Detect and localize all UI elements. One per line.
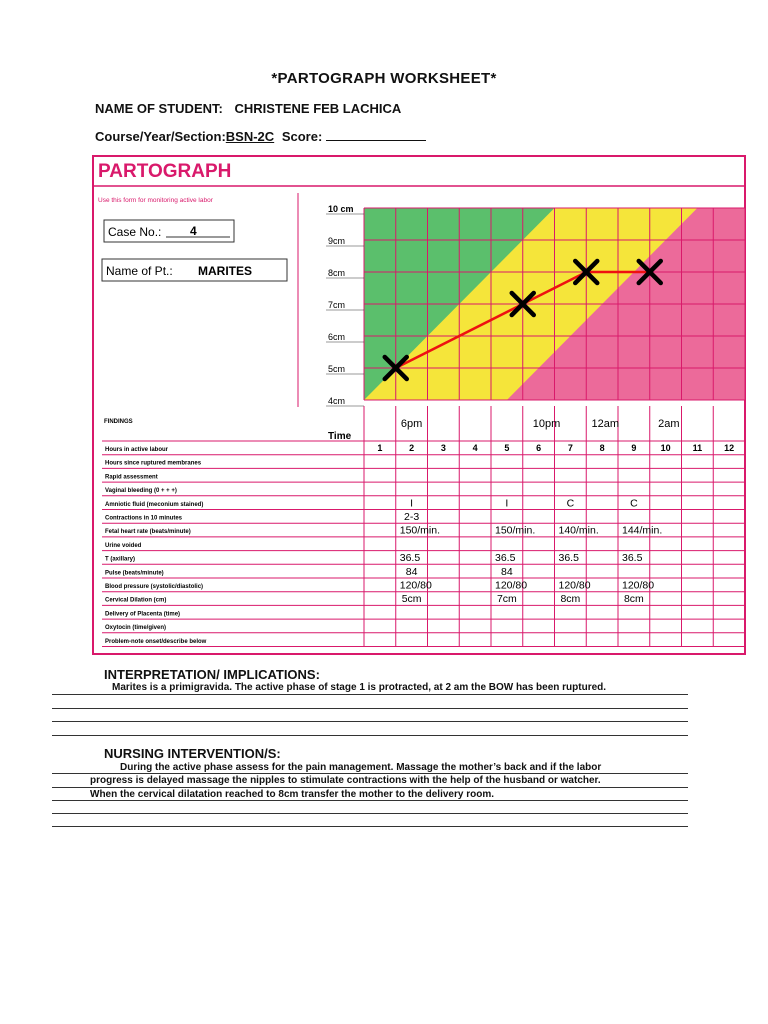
answer-line [52, 708, 688, 709]
hour-number: 9 [631, 443, 637, 453]
findings-row-label: Delivery of Placenta (time) [105, 611, 181, 618]
findings-cell: 8cm [560, 593, 581, 606]
hour-number: 7 [567, 443, 573, 453]
nursing-text-line-3: When the cervical dilatation reached to 8cm transfer the mother to the delivery room. [90, 789, 494, 800]
interpretation-heading: INTERPRETATION/ IMPLICATIONS: [104, 667, 320, 682]
dilation-tick-label: 7cm [328, 300, 346, 310]
findings-cell: I [505, 497, 509, 510]
time-mark-label: 10pm [532, 418, 561, 430]
findings-label: FINDINGS [104, 419, 133, 425]
form-subtitle: Use this form for monitoring active labor [98, 197, 213, 204]
time-mark-label: 6pm [400, 418, 423, 430]
case-label: Case No.: [108, 225, 162, 239]
findings-cell: 144/min. [622, 524, 663, 537]
hour-number: 1 [377, 443, 383, 453]
student-name-line [95, 101, 401, 116]
dilation-tick-label: 8cm [328, 268, 346, 278]
answer-line [52, 721, 688, 722]
answer-line [52, 694, 688, 695]
findings-cell: 120/80 [622, 579, 655, 592]
course-line [95, 129, 426, 144]
time-mark-label: 2am [658, 418, 680, 430]
student-name-value: CHRISTENE FEB LACHICA [234, 101, 402, 116]
findings-row-label: Rapid assessment [105, 474, 158, 481]
findings-row-label: Vaginal bleeding (0 + + +) [105, 488, 177, 495]
hour-number: 11 [692, 443, 703, 453]
findings-row-label: Problem-note onset/describe below [105, 638, 207, 645]
findings-row-label: Contractions in 10 minutes [105, 515, 183, 522]
dilation-tick-label: 9cm [328, 236, 346, 246]
answer-line [52, 773, 688, 774]
dilation-tick-label: 10 cm [328, 204, 354, 214]
findings-row-label: Pulse (beats/minute) [105, 570, 164, 577]
hour-number: 6 [536, 443, 542, 453]
answer-line [52, 813, 688, 814]
patient-label: Name of Pt.: [106, 264, 173, 278]
hour-number: 5 [504, 443, 510, 453]
findings-cell: 5cm [401, 593, 422, 606]
hour-number: 3 [440, 443, 446, 453]
findings-cell: 140/min. [558, 524, 599, 537]
time-mark-label: 12am [591, 418, 620, 430]
hour-number: 12 [724, 443, 735, 453]
hour-number: 2 [409, 443, 415, 453]
findings-row-label: Fetal heart rate (beats/minute) [105, 529, 191, 536]
hour-number: 10 [660, 443, 671, 453]
findings-cell: I [410, 497, 414, 510]
case-value: 4 [190, 224, 197, 238]
answer-line [52, 800, 688, 801]
hour-number: 8 [599, 443, 605, 453]
findings-cell: 36.5 [622, 552, 643, 565]
findings-row-label: Amniotic fluid (meconium stained) [105, 501, 204, 508]
patient-value: MARITES [198, 264, 252, 278]
score-label: Score: [281, 129, 323, 144]
findings-cell: C [630, 497, 638, 510]
findings-cell: 120/80 [495, 579, 528, 592]
course-value: BSN-2C [225, 129, 275, 144]
findings-row-label: Oxytocin (time/given) [105, 625, 167, 632]
score-blank [326, 129, 426, 141]
findings-cell: 84 [501, 565, 513, 578]
course-label: Course/Year/Section: [95, 129, 226, 144]
findings-cell: 7cm [496, 593, 517, 606]
worksheet-title: *PARTOGRAPH WORKSHEET* [271, 70, 497, 87]
student-name-label: NAME OF STUDENT: [95, 101, 223, 116]
nursing-heading: NURSING INTERVENTION/S: [104, 746, 281, 761]
time-label: Time [328, 431, 352, 442]
findings-cell: 36.5 [558, 552, 579, 565]
findings-row-label: Blood pressure (systolic/diastolic) [105, 584, 204, 590]
findings-row-label: T (axillary) [105, 556, 136, 563]
findings-cell: 120/80 [558, 579, 591, 592]
findings-row-label: Hours since ruptured membranes [105, 460, 202, 467]
findings-row-label: Hours in active labour [105, 447, 169, 453]
findings-cell: 2-3 [404, 511, 420, 523]
interpretation-text: Marites is a primigravida. The active phase of stage 1 is protracted, at 2 am the BOW has been ruptured. [112, 682, 607, 693]
findings-cell: C [566, 497, 575, 510]
findings-row-label: Urine voided [105, 542, 142, 549]
findings-row-label: Cervical Dilation (cm) [105, 597, 167, 604]
findings-cell: 84 [405, 565, 418, 578]
form-title: PARTOGRAPH [98, 161, 232, 182]
dilation-tick-label: 4cm [328, 396, 346, 406]
findings-cell: 150/min. [399, 524, 441, 537]
findings-cell: 36.5 [495, 552, 516, 565]
findings-cell: 150/min. [495, 524, 536, 537]
answer-line [52, 735, 688, 736]
findings-cell: 120/80 [399, 579, 432, 592]
answer-line [52, 787, 688, 788]
dilation-tick-label: 5cm [328, 364, 346, 374]
nursing-text-line-2: progress is delayed massage the nipples to stimulate contractions with the help of the husband or watcher. [90, 775, 601, 786]
answer-line [52, 826, 688, 827]
nursing-text-line-1: During the active phase assess for the pain management. Massage the mother’s back and if the labor [120, 762, 602, 773]
findings-cell: 8cm [623, 593, 644, 606]
hour-number: 4 [472, 443, 478, 453]
partograph-form [92, 155, 746, 655]
findings-cell: 36.5 [399, 552, 421, 565]
dilation-tick-label: 6cm [328, 332, 346, 342]
